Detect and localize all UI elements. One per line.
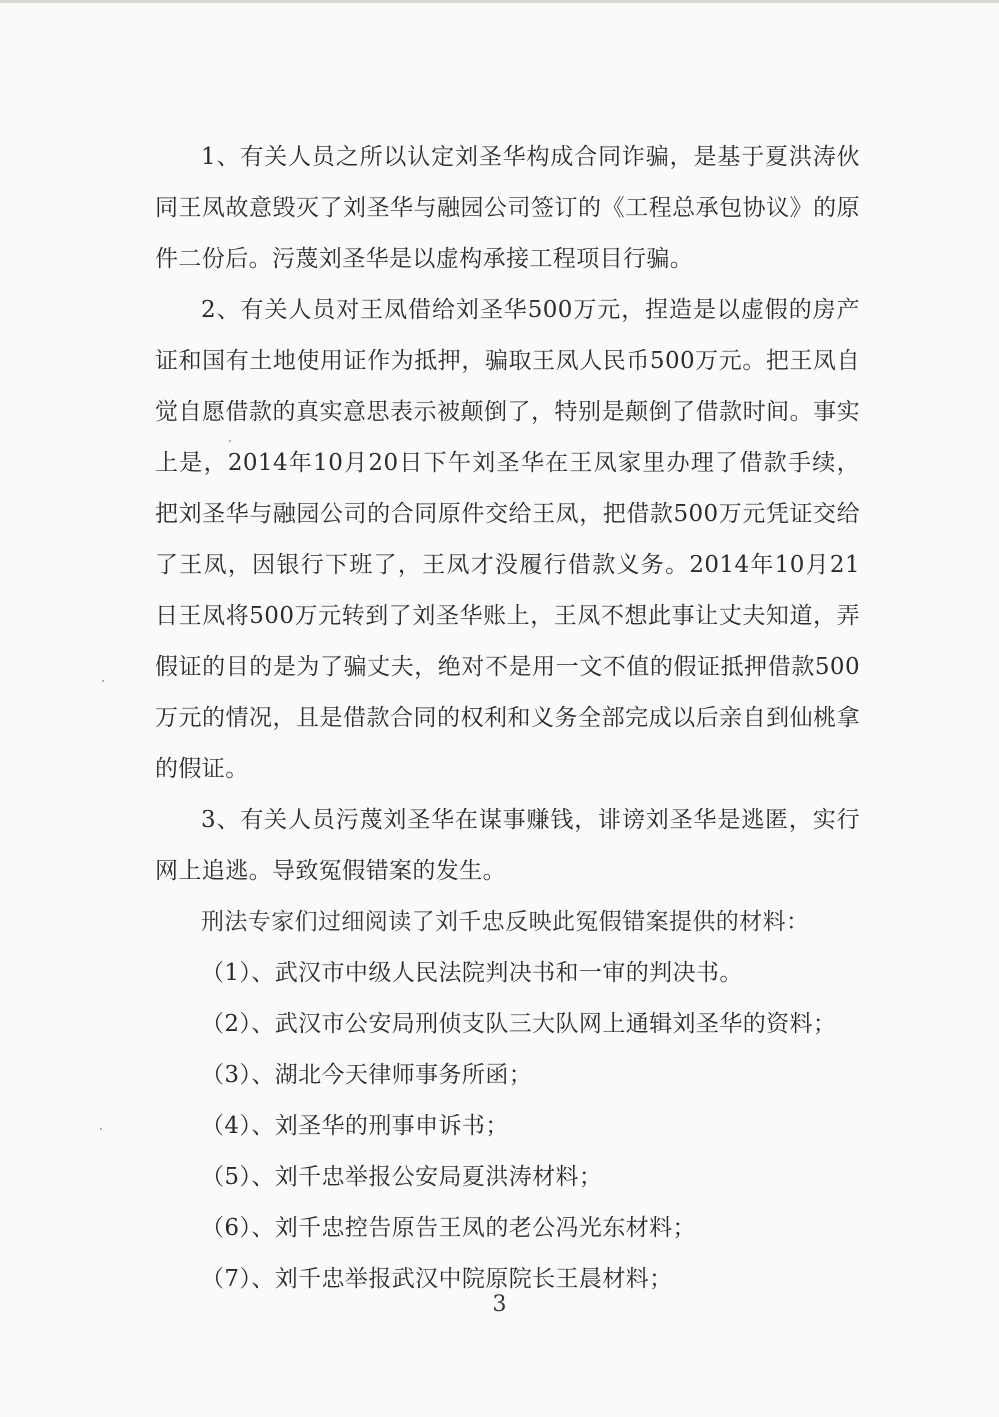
paragraph-2: 2、有关人员对王凤借给刘圣华500万元，捏造是以虚假的房产证和国有土地使用证作为抵押，骗取王凤人民币500万元。把王凤自觉自愿借款的真实意思表示被颠倒了，特别是颠倒了借款时间。事实上是，2014年10月20日下午刘圣华在王凤家里办理了借款手续，把刘圣华与融园公司的合同原件交给王凤，把借款500万元凭证交给了王凤，因银行下班了，王凤才没履行借款义务。2014年10月21日王凤将500万元转到了刘圣华账上，王凤不想此事让丈夫知道，弄假证的目的是为了骗丈夫，绝对不是用一文不值的假证抵押借款500万元的情况，且是借款合同的权利和义务全部完成以后亲自到仙桃拿的假证。 bbox=[155, 297, 860, 782]
scan-speck bbox=[100, 1128, 102, 1130]
materials-item-4: （4）、刘圣华的刑事申诉书； bbox=[201, 1113, 509, 1139]
paragraph-3: 3、有关人员污蔑刘圣华在谋事赚钱，诽谤刘圣华是逃匿，实行网上追逃。导致冤假错案的发生。 bbox=[155, 807, 860, 884]
materials-item-1: （1）、武汉市中级人民法院判决书和一审的判决书。 bbox=[201, 960, 743, 986]
materials-item-5: （5）、刘千忠举报公安局夏洪涛材料； bbox=[201, 1164, 603, 1190]
document-body bbox=[155, 132, 860, 1305]
scan-speck bbox=[229, 440, 231, 442]
materials-item-3: （3）、湖北今天律师事务所函； bbox=[201, 1062, 533, 1088]
scan-edge bbox=[0, 0, 999, 3]
scan-speck bbox=[102, 680, 104, 682]
page-number: 3 bbox=[492, 1292, 507, 1317]
materials-item-6: （6）、刘千忠控告原告王凤的老公冯光东材料； bbox=[201, 1215, 696, 1241]
paragraph-1: 1、有关人员之所以认定刘圣华构成合同诈骗，是基于夏洪涛伙同王凤故意毁灭了刘圣华与融园公司签订的《工程总承包协议》的原件二份后。污蔑刘圣华是以虚构承接工程项目行骗。 bbox=[155, 144, 860, 272]
materials-item-7: （7）、刘千忠举报武汉中院原院长王晨材料； bbox=[201, 1266, 673, 1292]
materials-heading: 刑法专家们过细阅读了刘千忠反映此冤假错案提供的材料： bbox=[201, 909, 810, 935]
materials-item-2: （2）、武汉市公安局刑侦支队三大队网上通辑刘圣华的资料； bbox=[201, 1011, 837, 1037]
